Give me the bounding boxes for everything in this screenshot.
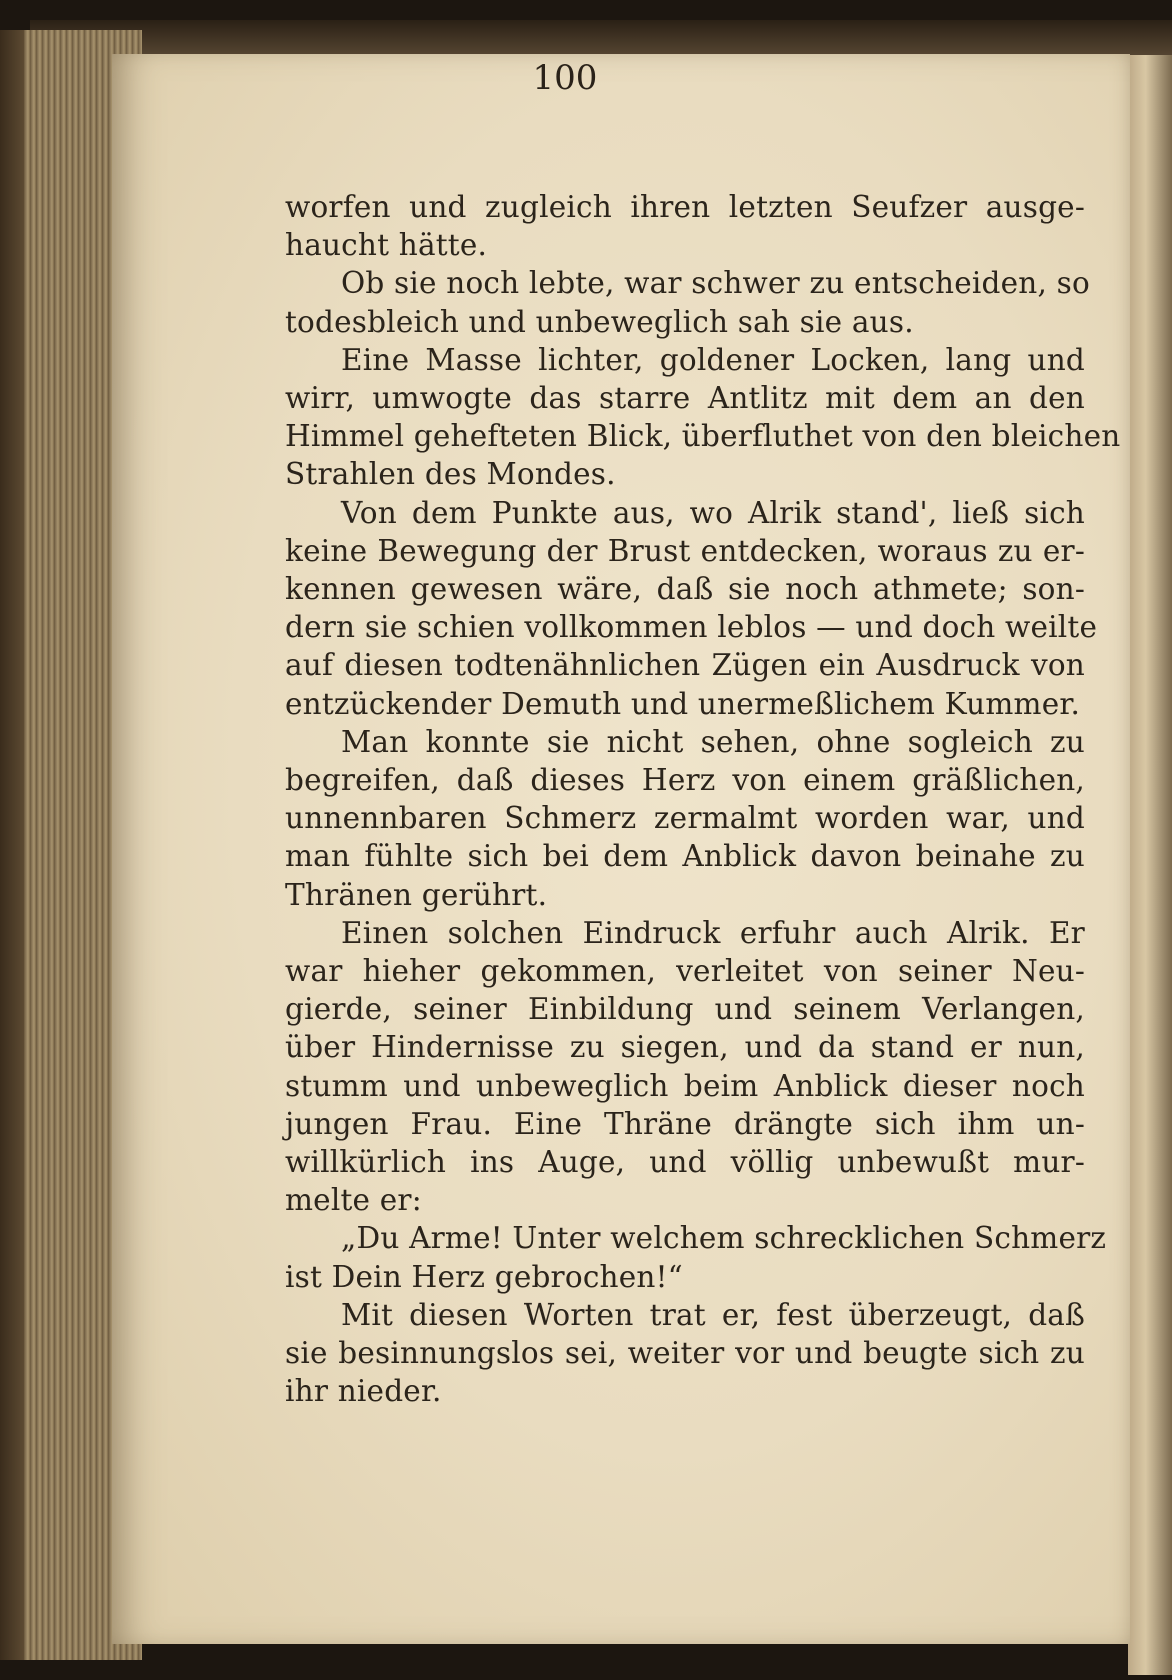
page-edge-right	[1128, 55, 1172, 1675]
text-line: willkürlich ins Auge, und völlig unbewußt mur-	[285, 1145, 1085, 1180]
text-line: wirr, umwogte das starre Antlitz mit dem an den	[285, 381, 1085, 416]
text-line: Strahlen des Mondes.	[285, 457, 616, 492]
text-line: todesbleich und unbeweglich sah sie aus.	[285, 304, 914, 339]
text-line: stumm und unbeweglich beim Anblick dieser noch	[285, 1068, 1085, 1103]
text-line: Mit diesen Worten trat er, fest überzeugt, daß	[341, 1297, 1085, 1332]
text-line: worfen und zugleich ihren letzten Seufzer ausge-	[285, 190, 1085, 224]
text-line: begreifen, daß dieses Herz von einem gräßlichen,	[285, 763, 1085, 798]
text-line: ihr nieder.	[285, 1374, 442, 1409]
text-line: Einen solchen Eindruck erfuhr auch Alrik. Er	[341, 915, 1085, 950]
text-line: kennen gewesen wäre, daß sie noch athmete; son-	[285, 572, 1085, 607]
text-line: man fühlte sich bei dem Anblick davon beinahe zu	[285, 839, 1085, 874]
text-line: melte er:	[285, 1183, 422, 1218]
text-line: sie besinnungslos sei, weiter vor und beugte sich zu	[285, 1336, 1085, 1371]
text-line: Von dem Punkte aus, wo Alrik stand', ließ sich	[341, 495, 1085, 530]
text-line: ist Dein Herz gebrochen!“	[285, 1259, 683, 1294]
text-line: auf diesen todtenähnlichen Zügen ein Ausdruck von	[285, 648, 1085, 683]
text-line: „Du Arme! Unter welchem schrecklichen Schmerz	[341, 1221, 1107, 1256]
text-line: haucht hätte.	[285, 228, 488, 263]
text-line: gierde, seiner Einbildung und seinem Verlangen,	[285, 992, 1085, 1027]
text-line: Himmel gehefteten Blick, überfluthet von den bleichen	[285, 419, 1121, 454]
text-line: unnennbaren Schmerz zermalmt worden war, und	[285, 801, 1085, 836]
text-line: entzückender Demuth und unermeßlichem Kummer.	[285, 686, 1081, 721]
text-line: Thränen gerührt.	[285, 877, 548, 912]
text-line: Ob sie noch lebte, war schwer zu entscheiden, so	[341, 266, 1090, 301]
text-line: Man konnte sie nicht sehen, ohne sogleich zu	[341, 724, 1085, 759]
body-text	[285, 188, 1121, 1411]
text-line: jungen Frau. Eine Thräne drängte sich ihm un-	[285, 1106, 1085, 1141]
text-line: war hieher gekommen, verleitet von seiner Neu-	[285, 954, 1085, 989]
text-line: über Hindernisse zu siegen, und da stand er nun,	[285, 1030, 1085, 1065]
page-number: 100	[532, 58, 598, 98]
text-line: dern sie schien vollkommen leblos — und doch weilte	[285, 610, 1098, 645]
text-line: Eine Masse lichter, goldener Locken, lang und	[341, 342, 1085, 377]
text-line: keine Bewegung der Brust entdecken, woraus zu er-	[285, 533, 1085, 568]
